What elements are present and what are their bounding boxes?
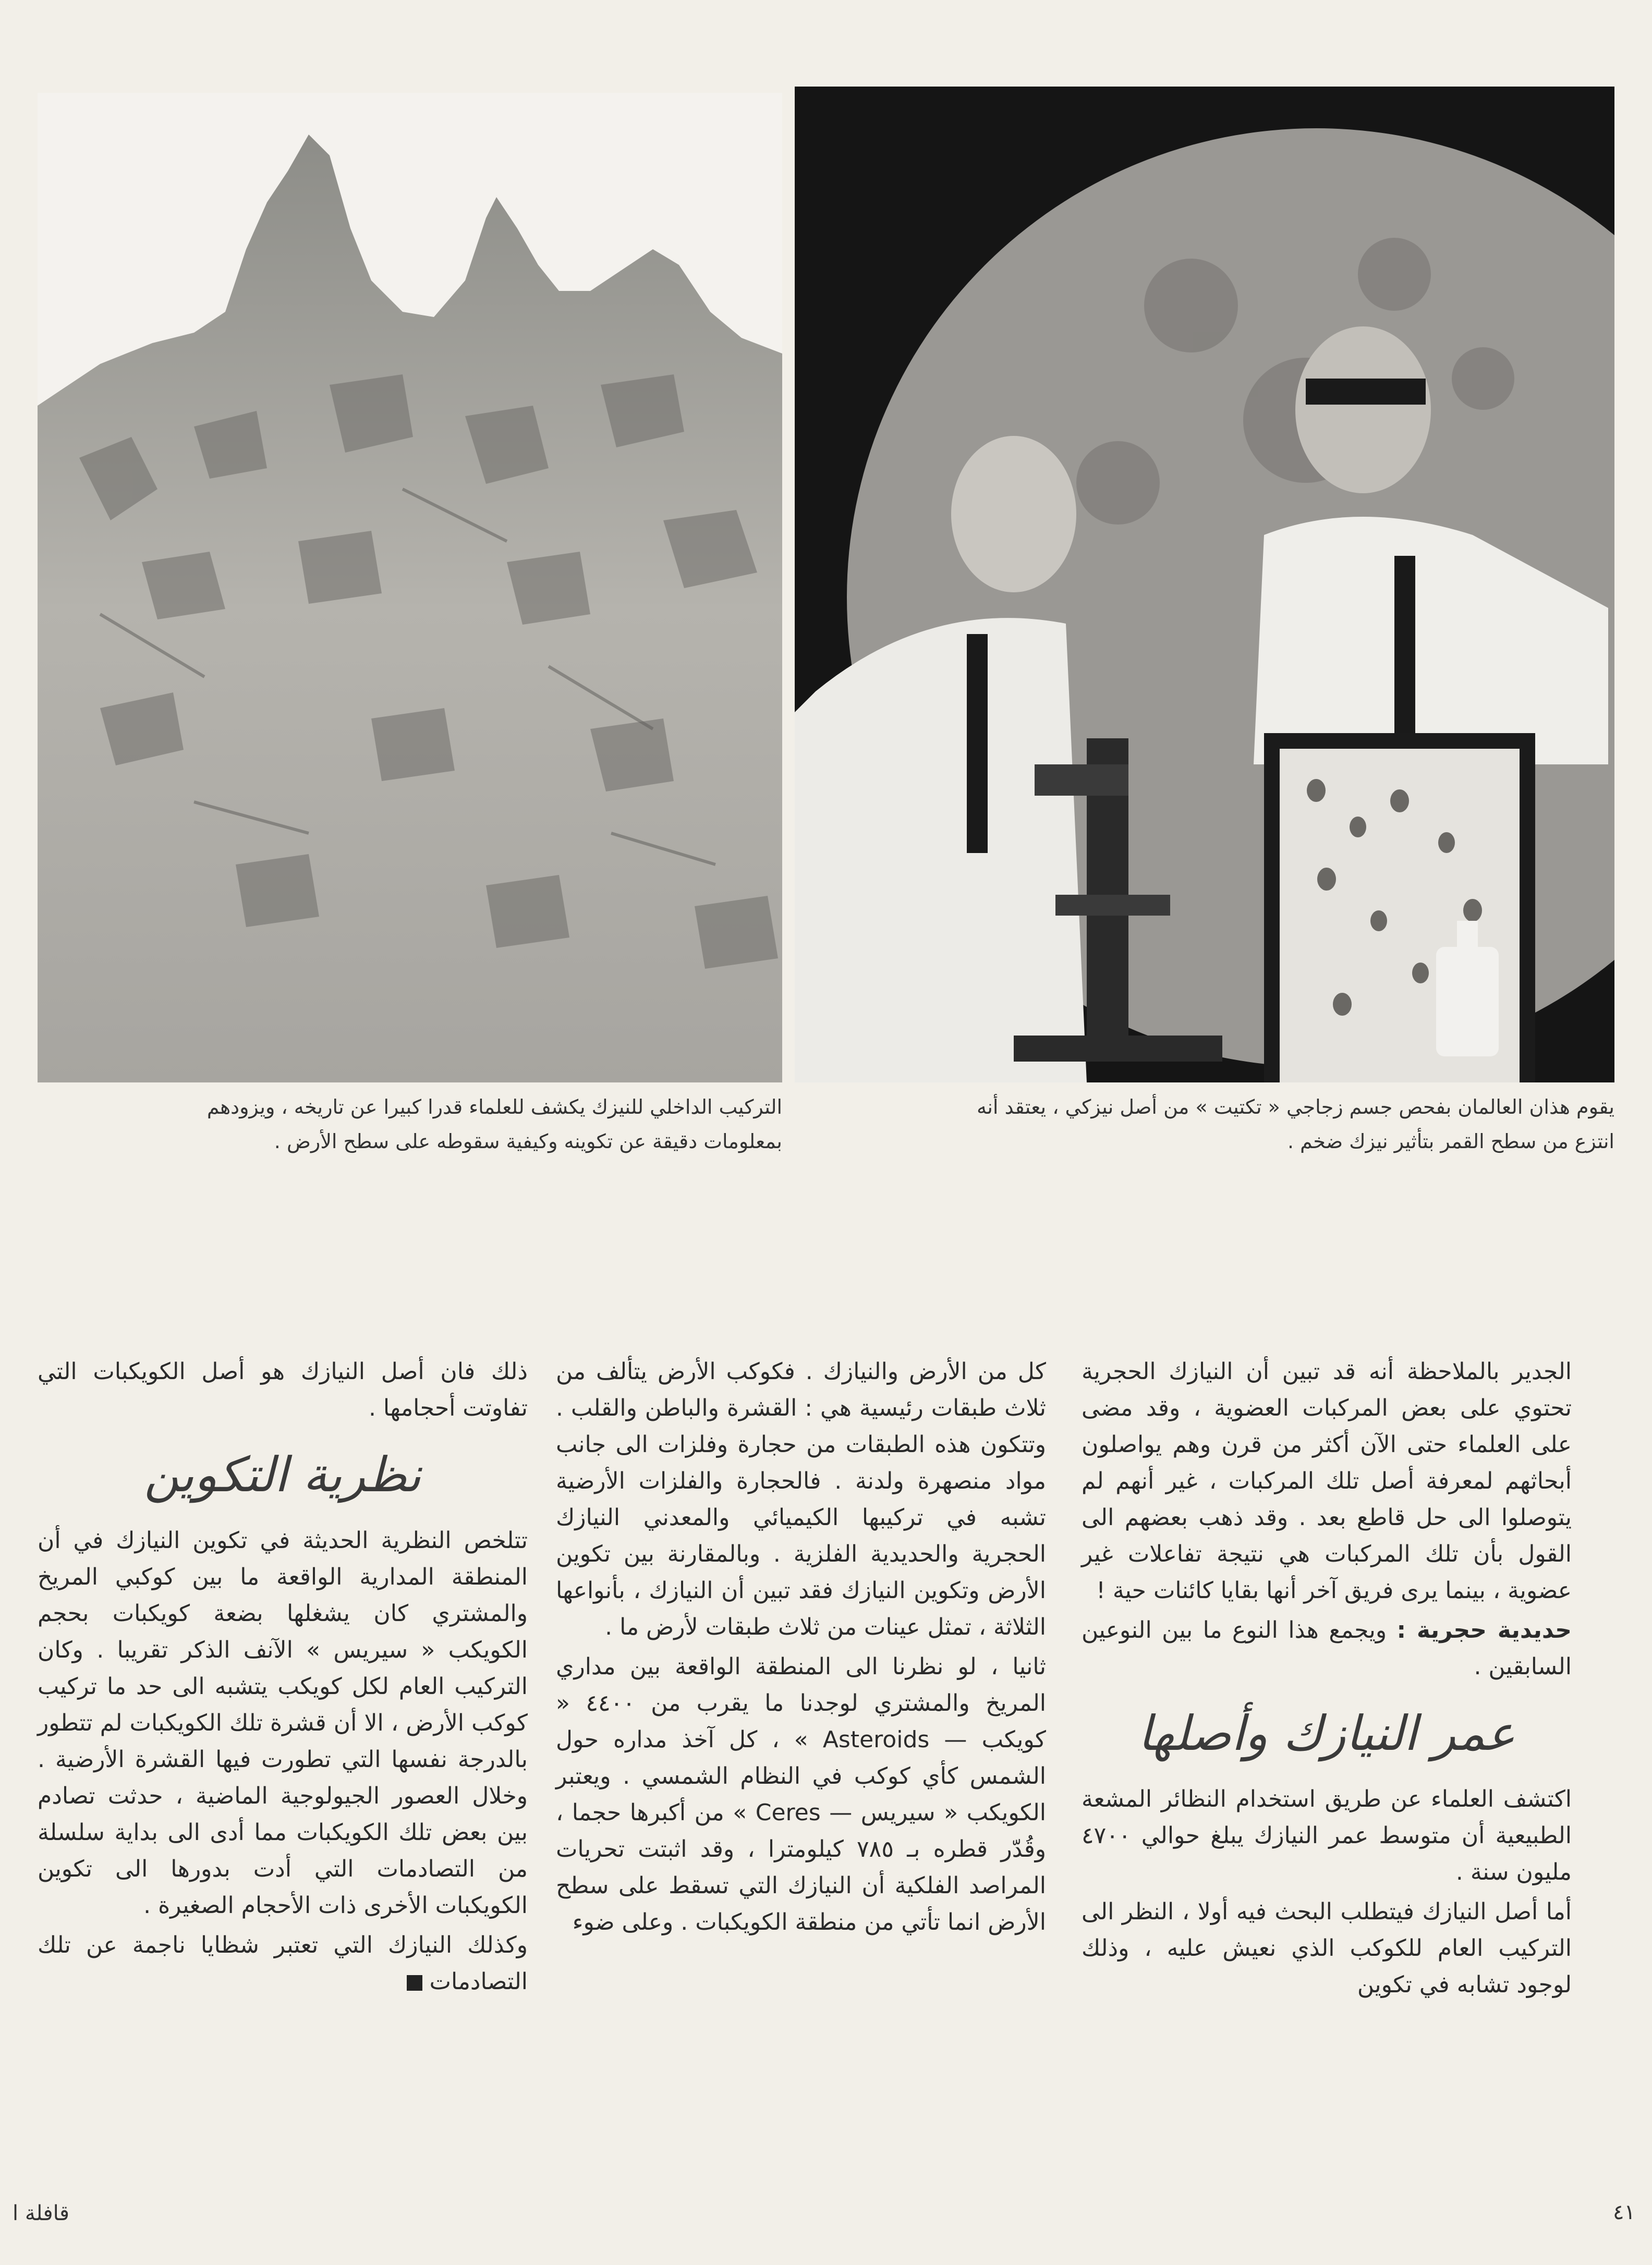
meteorite-photo [38,93,782,1082]
body-paragraph: ثانيا ، لو نظرنا الى المنطقة الواقعة بين مداري المريخ والمشتري لوجدنا ما يقرب من ٤٤٠٠ « كويكب — Asteroids » ، كل آخذ مداره حول الشمس كأي كوكب في النظام الشمسي . ويعتبر الكويكب « سيريس — Ceres » من أكبرها حجما ، وقُدّر قطره بـ ٧٨٥ كيلومترا ، وقد اثبتت تحريات المراصد الفلكية أن النيازك التي تسقط على سطح الأرض انما تأتي من منطقة الكويكبات . وعلى ضوء [556,1653,1046,1935]
body-paragraph: الجدير بالملاحظة أنه قد تبين أن النيازك الحجرية تحتوي على بعض المركبات العضوية ، وقد مضى على العلماء حتى الآن أكثر من قرن وهم يواصلون أبحاثهم لمعرفة أصل تلك المركبات ، غير أنهم لم يتوصلوا الى حل قاطع بعد . وقد ذهب بعضهم الى القول بأن تلك المركبات هي نتيجة تفاعلات غير عضوية ، بينما يرى فريق آخر أنها بقايا كائنات حية ! [1082,1358,1572,1604]
caption-line: انتزع من سطح القمر بتأثير نيزك ضخم . [1287,1130,1614,1153]
section-heading: عمر النيازك وأصلها [1138,1706,1515,1761]
body-paragraph [38,1927,528,2000]
page-number: ٤١ [1613,2200,1635,2224]
caption-scientists [795,1090,1614,1159]
section-heading: نظرية التكوين [144,1447,421,1503]
article-column-left [38,1354,528,2003]
body-paragraph [1082,1612,1572,1685]
caption-line: التركيب الداخلي للنيزك يكشف للعلماء قدرا كبيرا عن تاريخه ، ويزودهم [207,1095,782,1118]
magazine-name: قافلة ا [13,2201,69,2225]
body-paragraph: اكتشف العلماء عن طريق استخدام النظائر المشعة الطبيعية أن متوسط عمر النيازك يبلغ حوالي ٤٧٠٠ مليون سنة . [1082,1786,1572,1885]
caption-line: بمعلومات دقيقة عن تكوينه وكيفية سقوطه على سطح الأرض . [274,1130,782,1153]
caption-line: يقوم هذان العالمان بفحص جسم زجاجي « تكتيت » من أصل نيزكي ، يعتقد أنه [976,1095,1614,1118]
body-paragraph: تتلخص النظرية الحديثة في تكوين النيازك في أن المنطقة المدارية الواقعة ما بين كوكبي المريخ والمشتري كان يشغلها بضعة كويكبات بحجم الكويكب « سيريس » الآنف الذكر تقريبا . وكان التركيب العام لكل كويكب يتشبه الى حد ما تركيب كوكب الأرض ، الا أن قشرة تلك الكويكبات لم تتطور بالدرجة نفسها التي تطورت فيها القشرة الأرضية . وخلال العصور الجيولوجية الماضية ، حدثت تصادم بين بعض تلك الكويكبات مما أدى الى بداية سلسلة من التصادمات التي أدت بدورها الى تكوين الكويكبات الأخرى ذات الأحجام الصغيرة . [38,1527,528,1919]
bold-term: حديدية حجرية : [1396,1617,1572,1643]
article-column-right [1082,1354,1572,2006]
body-paragraph: كل من الأرض والنيازك . فكوكب الأرض يتألف من ثلاث طبقات رئيسية هي : القشرة والباطن والقلب . وتتكون هذه الطبقات من حجارة وفلزات الى جانب مواد منصهرة ولدنة . فالحجارة والفلزات الأرضية تشبه في تركيبها الكيميائي والمعدني النيازك الحجرية والحديدية الفلزية . وبالمقارنة بين تكوين الأرض وتكوين النيازك فقد تبين أن النيازك ، بأنواعها الثلاثة ، تمثل عينات من ثلاث طبقات لأرض ما . [556,1358,1046,1640]
body-text: وكذلك النيازك التي تعتبر شظايا ناجمة عن تلك التصادمات [38,1932,528,1995]
scientists-photo [795,87,1614,1082]
body-paragraph: أما أصل النيازك فيتطلب البحث فيه أولا ، النظر الى التركيب العام للكوكب الذي نعيش عليه ، وذلك لوجود تشابه في تكوين [1082,1898,1572,1998]
body-text: ويجمع هذا النوع ما بين النوعين السابقين . [1082,1617,1572,1680]
caption-meteorite [156,1090,782,1159]
article-column-middle [556,1354,1046,1944]
end-mark-icon [407,1975,422,1991]
body-paragraph: ذلك فان أصل النيازك هو أصل الكويكبات التي تفاوتت أحجامها . [38,1358,528,1421]
